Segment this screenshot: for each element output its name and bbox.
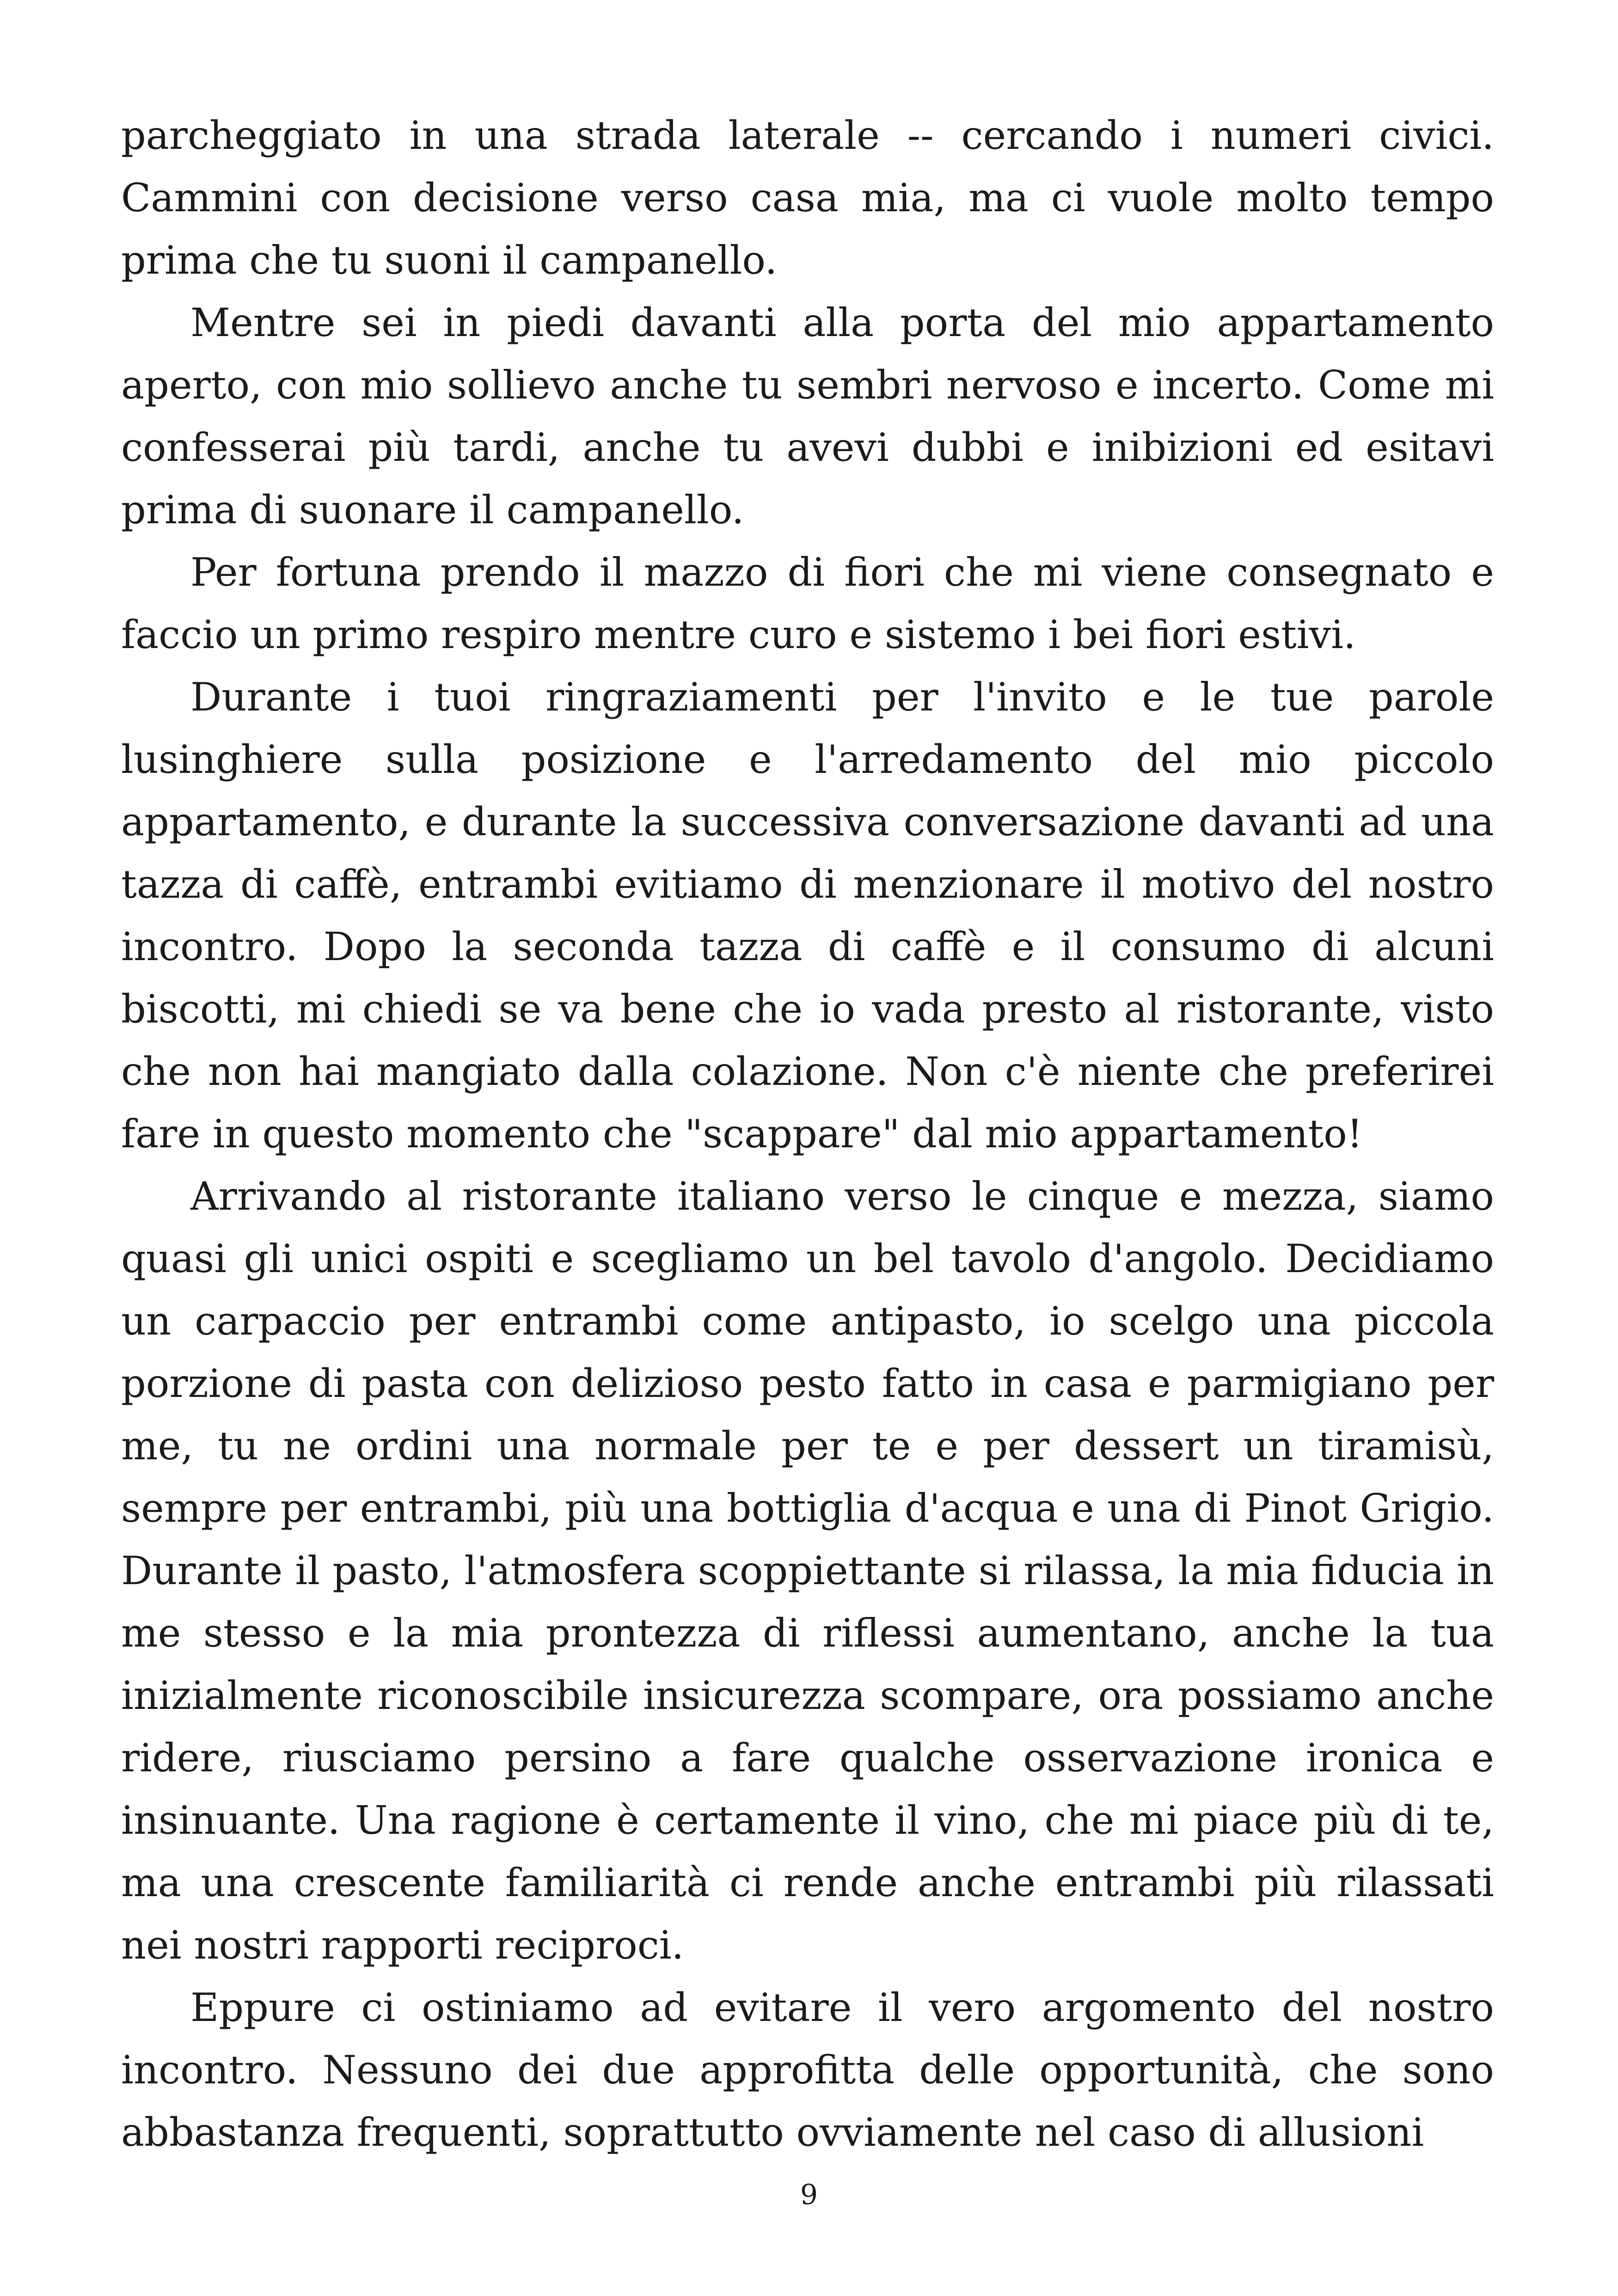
paragraph: Durante i tuoi ringraziamenti per l'invito e le tue parole lusinghiere sulla posizione e l'arredamento del mio piccolo appartamento, e durante la successiva conversazione davanti ad una tazza di caffè, entrambi evitiamo di menzionare il motivo del nostro incontro. Dopo la seconda tazza di caffè e il consumo di alcuni biscotti, mi chiedi se va bene che io vada presto al ristorante, visto che non hai mangiato dalla colazione. Non c'è niente che preferirei fare in questo momento che "scappare" dal mio appartamento!	[121, 674, 1494, 1157]
paragraph-continuation: parcheggiato in una strada laterale -- cercando i numeri civici. Cammini con decisione verso casa mia, ma ci vuole molto tempo prima che tu suoni il campanello.	[121, 113, 1494, 283]
paragraph: Mentre sei in piedi davanti alla porta del mio appartamento aperto, con mio sollievo anche tu sembri nervoso e incerto. Come mi confesserai più tardi, anche tu avevi dubbi e inibizioni ed esitavi prima di suonare il campanello.	[121, 300, 1494, 533]
paragraph: Per fortuna prendo il mazzo di fiori che mi viene consegnato e faccio un primo respiro mentre curo e sistemo i bei fiori estivi.	[121, 550, 1494, 657]
paragraph: Arrivando al ristorante italiano verso le cinque e mezza, siamo quasi gli unici ospiti e scegliamo un bel tavolo d'angolo. Decidiamo un carpaccio per entrambi come antipasto, io scelgo una piccola porzione di pasta con delizioso pesto fatto in casa e parmigiano per me, tu ne ordini una normale per te e per dessert un tiramisù, sempre per entrambi, più una bottiglia d'acqua e una di Pinot Grigio. Durante il pasto, l'atmosfera scoppiettante si rilassa, la mia fiducia in me stesso e la mia prontezza di riflessi aumentano, anche la tua inizialmente riconoscibile insicurezza scompare, ora possiamo anche ridere, riusciamo persino a fare qualche osservazione ironica e insinuante. Una ragione è certamente il vino, che mi piace più di te, ma una crescente familiarità ci rende anche entrambi più rilassati nei nostri rapporti reciproci.	[121, 1174, 1494, 1968]
page-number: 9	[800, 2179, 818, 2211]
paragraph: Eppure ci ostiniamo ad evitare il vero argomento del nostro incontro. Nessuno dei due approfitta delle opportunità, che sono abbastanza frequenti, soprattutto ovviamente nel caso di allusioni	[121, 1985, 1494, 2155]
body-text	[121, 104, 1494, 2164]
